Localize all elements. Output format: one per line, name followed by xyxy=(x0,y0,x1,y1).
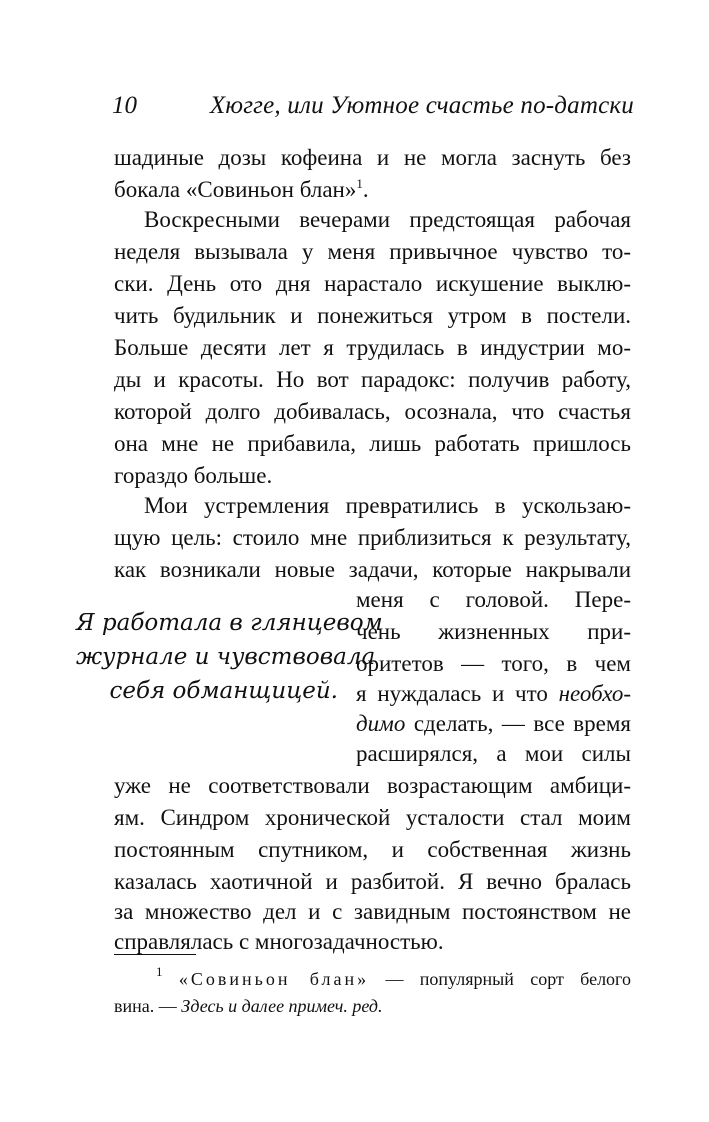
pull-quote-line: Я работала в глянцевом xyxy=(76,610,383,636)
page-header xyxy=(106,92,634,128)
text-line: как возникали новые задачи, которые накрывали xyxy=(114,557,631,582)
footnote-editor-note: Здесь и далее примеч. ред. xyxy=(181,996,383,1016)
italic-word: необхо- xyxy=(558,681,631,706)
footnote-marker: 1 xyxy=(156,964,163,979)
text-line: ям. Синдром хронической усталости стал моим xyxy=(114,805,631,830)
page-number: 10 xyxy=(112,92,137,119)
text-line: бокала «Совиньон блан»$^1$. xyxy=(114,176,369,202)
text-line: гораздо больше. xyxy=(114,463,273,488)
footnote-line: вина. — Здесь и далее примеч. ред. xyxy=(114,996,383,1016)
text-line: за множество дел и с завидным постоянством не xyxy=(114,899,631,924)
text-line: расширялся, а мои силы xyxy=(356,741,631,766)
footnote-line: $^1$ «Совиньон блан» — популярный сорт белого xyxy=(156,964,631,989)
text-line: ды и красоты. Но вот парадокс: получив работу, xyxy=(114,367,631,392)
text-line: оритетов — того, в чем xyxy=(356,651,631,676)
text-line: неделя вызывала у меня привычное чувство то- xyxy=(114,239,631,264)
running-title: Хюгге, или Уютное счастье по-датски xyxy=(209,92,634,119)
text-line: она мне не прибавила, лишь работать пришлось xyxy=(114,431,631,456)
text-line: шадиные дозы кофеина и не могла заснуть без xyxy=(114,145,631,170)
pull-quote-line: журнале и чувствовала xyxy=(76,644,376,670)
text-line: димо сделать, — все время xyxy=(356,711,631,736)
text-line: чить будильник и понежиться утром в постели. xyxy=(114,303,631,328)
text-line: чень жизненных при- xyxy=(356,619,631,644)
footnote-reference: 1 xyxy=(356,176,363,191)
italic-word: димо xyxy=(356,711,406,736)
text-line: меня с головой. Пере- xyxy=(356,587,631,612)
footnote-divider xyxy=(114,954,196,955)
text-line: казалась хаотичной и разбитой. Я вечно бралась xyxy=(114,869,631,894)
text-line: Воскресными вечерами предстоящая рабочая xyxy=(144,207,631,232)
pull-quote xyxy=(76,606,383,708)
text-line: я нуждалась и что необхо- xyxy=(356,681,631,706)
text-line: ски. День ото дня нарастало искушение выклю- xyxy=(114,271,631,296)
text-line: уже не соответствовали возрастающим амбици- xyxy=(114,773,631,798)
text-line: Мои устремления превратились в ускользаю- xyxy=(144,493,631,518)
text-line: которой долго добивалась, осознала, что счастья xyxy=(114,399,631,424)
pull-quote-line: себя обманщицей. xyxy=(109,678,338,704)
text-line: щую цель: стоило мне приблизиться к результату, xyxy=(114,525,631,550)
text-line: постоянным спутником, и собственная жизнь xyxy=(114,837,631,862)
text-line: справлялась с многозадачностью. xyxy=(114,929,444,954)
footnote-term: «Совиньон блан» xyxy=(178,969,370,989)
text-line: Больше десяти лет я трудилась в индустрии мо- xyxy=(114,335,631,360)
